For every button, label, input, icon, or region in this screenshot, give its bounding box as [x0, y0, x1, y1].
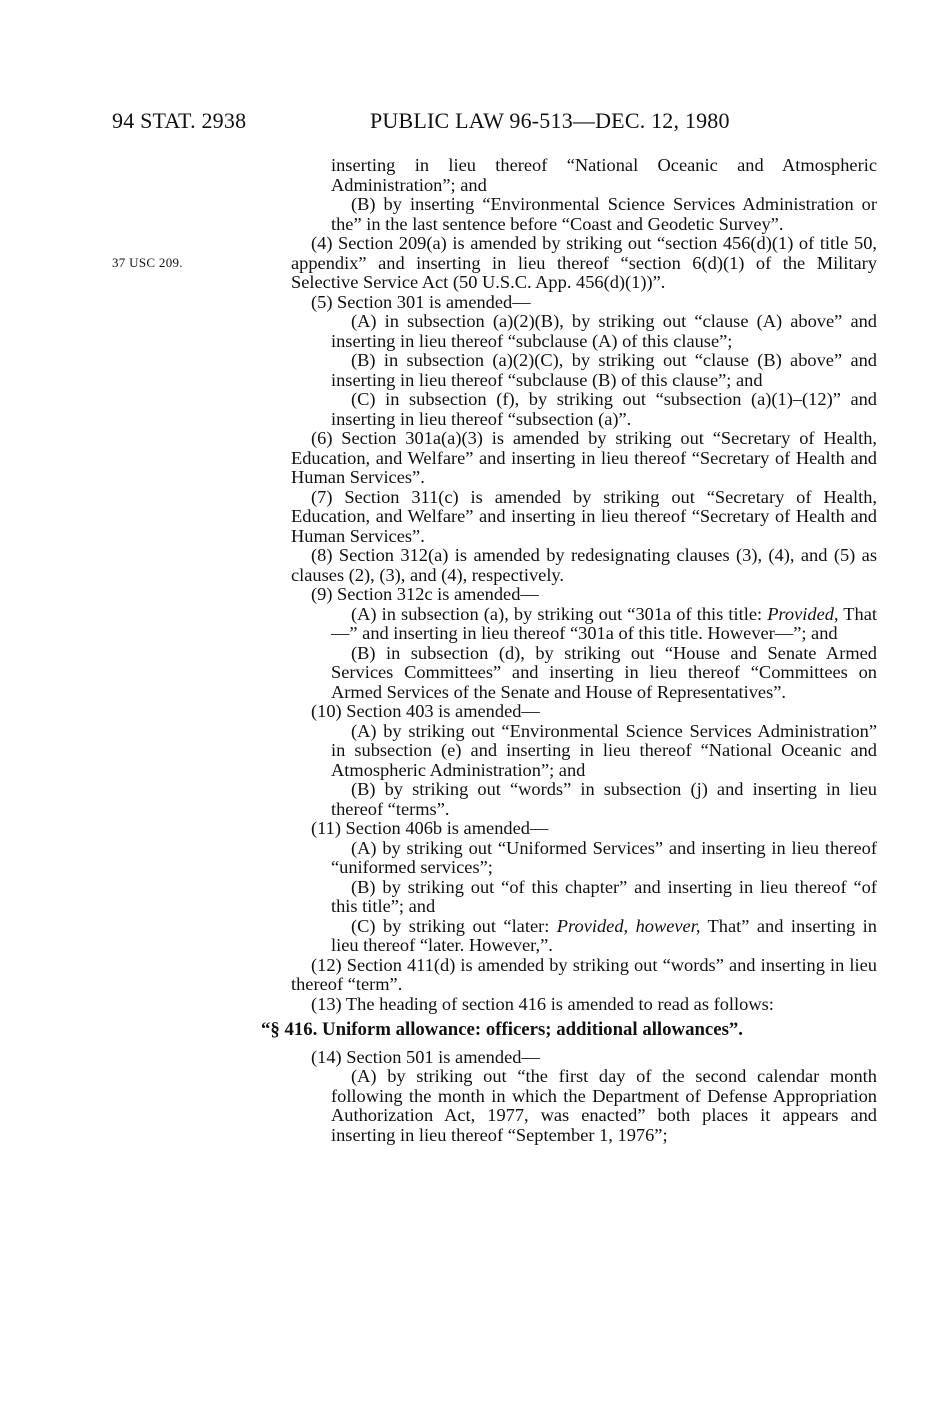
document-body	[261, 155, 878, 1145]
paragraph: (B) by striking out “of this chapter” and inserting in lieu thereof “of this title”; and	[331, 876, 877, 916]
text-run: That—” and inserting in lieu thereof “301a of this title. However—”; and	[331, 603, 878, 643]
paragraph: (B) by striking out “words” in subsection (j) and inserting in lieu thereof “terms”.	[331, 779, 877, 819]
paragraph: (13) The heading of section 416 is amended to read as follows:	[311, 993, 774, 1014]
text-run: (A) in subsection (a), by striking out “301a of this title:	[351, 603, 768, 624]
paragraph: (10) Section 403 is amended—	[311, 701, 540, 721]
paragraph: (9) Section 312c is amended—	[311, 584, 539, 604]
paragraph: (14) Section 501 is amended—	[311, 1046, 540, 1067]
paragraph: (4) Section 209(a) is amended by striking out “section 456(d)(1) of title 50, appendix” and inserting in lieu thereof “section 6(d)(1) of the Military Selective Service Act (50 U.S.C. App. 456(d)(1))”.	[291, 233, 877, 292]
paragraph: (A) by striking out “Environmental Science Services Administration” in subsection (e) and inserting in lieu thereof “National Oceanic and Atmospheric Administration”; and	[331, 720, 877, 780]
paragraph: (C) in subsection (f), by striking out “subsection (a)(1)–(12)” and inserting in lieu thereof “subsection (a)”.	[331, 389, 877, 429]
paragraph: (A) by striking out “the first day of the second calendar month following the month in which the Department of Defense Appropriation Authorization Act, 1977, was enacted” both places it appears and inserting in lieu thereof “September 1, 1976”;	[331, 1066, 877, 1145]
paragraph: (12) Section 411(d) is amended by striking out “words” and inserting in lieu thereof “term”.	[291, 954, 877, 994]
text-run: (C) by striking out “later:	[351, 915, 557, 936]
paragraph	[291, 917, 877, 956]
paragraph: (11) Section 406b is amended—	[311, 818, 549, 838]
italic-run: Provided, however,	[556, 915, 701, 936]
public-law-title: PUBLIC LAW 96-513—DEC. 12, 1980	[370, 108, 730, 133]
paragraph	[291, 605, 877, 644]
paragraph: (A) by striking out “Uniformed Services” and inserting in lieu thereof “uniformed services”;	[331, 837, 877, 877]
stat-page-number: 94 STAT. 2938	[112, 108, 247, 133]
paragraph: (A) in subsection (a)(2)(B), by striking out “clause (A) above” and inserting in lieu thereof “subclause (A) of this clause”;	[331, 311, 877, 351]
paragraph: (B) by inserting “Environmental Science Services Administration or the” in the last sentence before “Coast and Geodetic Survey”.	[331, 194, 877, 234]
paragraph: (B) in subsection (d), by striking out “House and Senate Armed Services Committees” and inserting in lieu thereof “Committees on Armed Services of the Senate and House of Representatives”.	[331, 642, 877, 702]
page-header	[112, 108, 882, 138]
section-heading: “§ 416. Uniform allowance: officers; additional allowances”.	[261, 1019, 744, 1040]
paragraph: inserting in lieu thereof “National Oceanic and Atmospheric Administration”; and	[331, 155, 877, 195]
text-run: That” and inserting in lieu thereof “later. However,”.	[331, 915, 877, 955]
margin-citation: 37 USC 209.	[112, 255, 183, 270]
italic-run: Provided,	[767, 603, 839, 624]
paragraph: (7) Section 311(c) is amended by striking out “Secretary of Health, Education, and Welfare” and inserting in lieu thereof “Secretary of Health and Human Services”.	[291, 486, 877, 546]
paragraph: (B) in subsection (a)(2)(C), by striking out “clause (B) above” and inserting in lieu thereof “subclause (B) of this clause”; and	[331, 350, 877, 390]
paragraph: (8) Section 312(a) is amended by redesignating clauses (3), (4), and (5) as clauses (2), (3), and (4), respectively.	[291, 545, 877, 585]
paragraph: (5) Section 301 is amended—	[311, 291, 531, 312]
paragraph: (6) Section 301a(a)(3) is amended by striking out “Secretary of Health, Education, and Welfare” and inserting in lieu thereof “Secretary of Health and Human Services”.	[291, 428, 877, 487]
